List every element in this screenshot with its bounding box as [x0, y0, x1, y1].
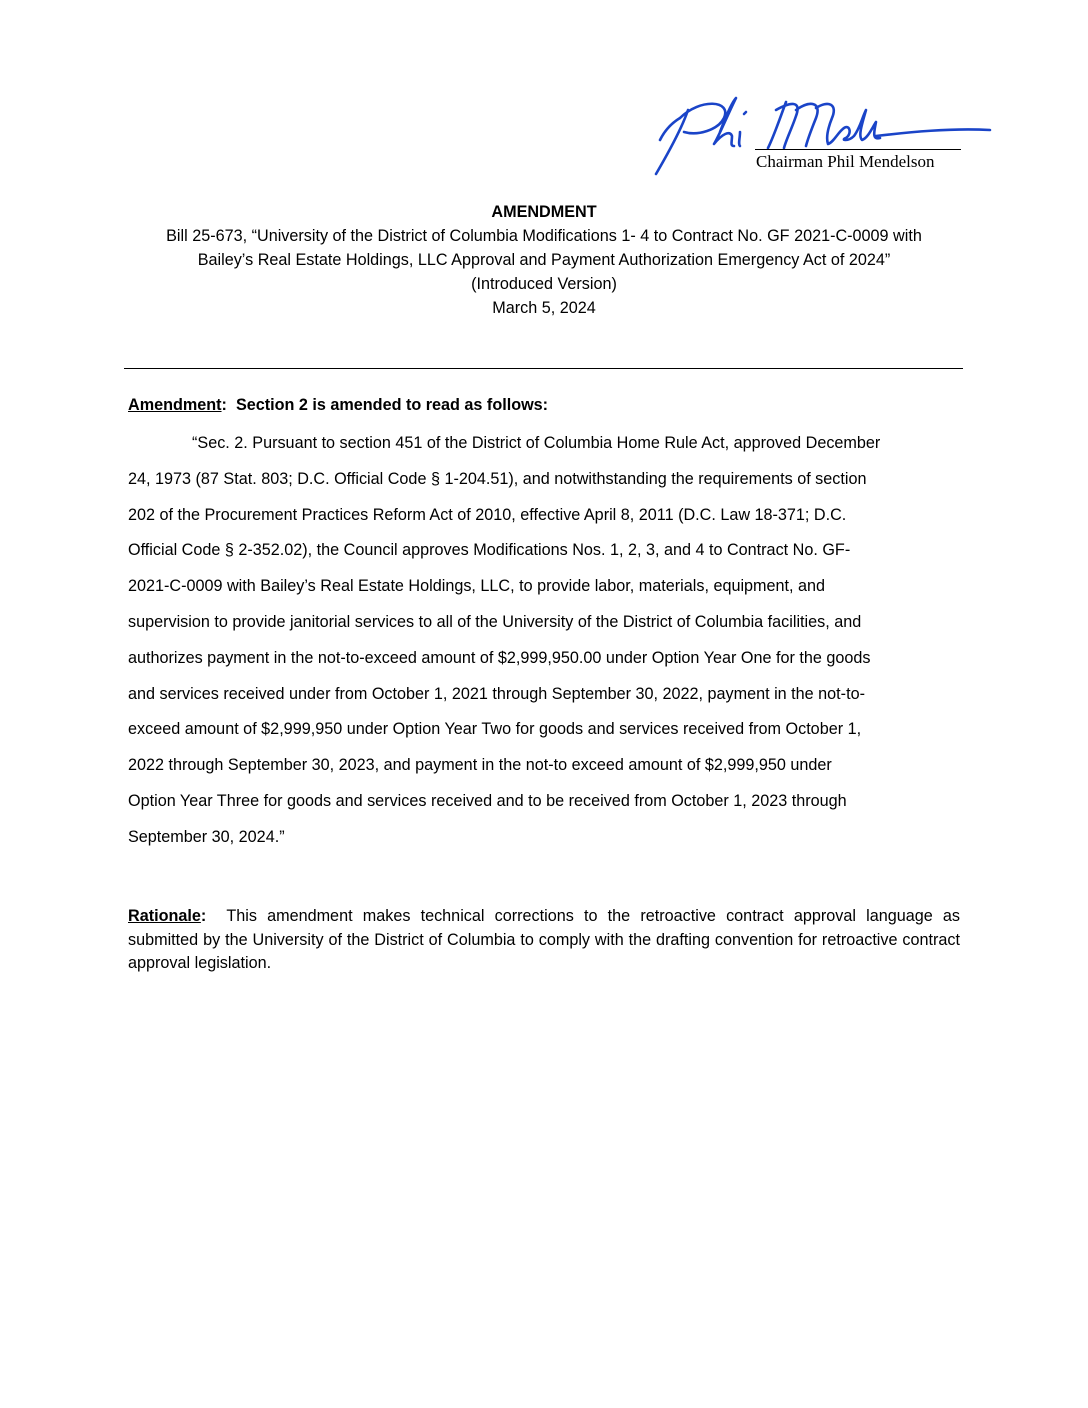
amendment-line: supervision to provide janitorial services to all of the University of the District of Columbia facilities, and — [128, 612, 862, 631]
amendment-line: 2021-C-0009 with Bailey’s Real Estate Holdings, LLC, to provide labor, materials, equipment, and — [128, 577, 826, 596]
amendment-line: 202 of the Procurement Practices Reform Act of 2010, effective April 8, 2011 (D.C. Law 18-371; D.C. — [128, 505, 847, 524]
signatory-caption: Chairman Phil Mendelson — [756, 152, 935, 171]
rationale-text: This amendment makes technical corrections to the retroactive contract approval language as submitted by the University of the District of Columbia to comply with the drafting convention for retroactive contract approval legislation. — [128, 907, 960, 972]
version-label: (Introduced Version) — [471, 275, 617, 293]
signature-line — [755, 149, 961, 150]
amendment-line: Option Year Three for goods and services received and to be received from October 1, 2023 through — [128, 791, 847, 810]
amendment-instruction: Section 2 is amended to read as follows: — [235, 396, 549, 414]
document-title: AMENDMENT — [491, 203, 597, 221]
bill-title-line-2: Bailey’s Real Estate Holdings, LLC Approval and Payment Authorization Emergency Act of 2024” — [197, 251, 891, 269]
amendment-line: Official Code § 2-352.02), the Council approves Modifications Nos. 1, 2, 3, and 4 to Contract No. GF- — [128, 541, 851, 560]
amendment-line: “Sec. 2. Pursuant to section 451 of the District of Columbia Home Rule Act, approved December — [192, 434, 881, 452]
amendment-body — [128, 426, 962, 856]
amendment-line: 2022 through September 30, 2023, and payment in the not-to exceed amount of $2,999,950 under — [128, 756, 832, 775]
signature-block — [640, 88, 1000, 188]
horizontal-divider — [124, 368, 963, 369]
amendment-line: 24, 1973 (87 Stat. 803; D.C. Official Code § 1-204.51), and notwithstanding the requirements of section — [128, 469, 867, 488]
rationale-paragraph: Rationale: This amendment makes technical corrections to the retroactive contract approval language as submitted by the University of the District of Columbia to comply with the drafting convention for retroactive contract approval legislation. — [128, 907, 960, 972]
document-date: March 5, 2024 — [492, 299, 596, 317]
amendment-line: exceed amount of $2,999,950 under Option Year Two for goods and services received from October 1, — [128, 720, 862, 739]
amendment-line: and services received under from October 1, 2021 through September 30, 2022, payment in the not-to- — [128, 684, 865, 703]
amendment-line: September 30, 2024.” — [128, 827, 285, 846]
handwritten-signature — [640, 88, 1000, 188]
amendment-line: authorizes payment in the not-to-exceed amount of $2,999,950.00 under Option Year One for the goods — [128, 648, 871, 667]
document-header — [100, 200, 988, 320]
bill-title-line-1: Bill 25-673, “University of the District of Columbia Modifications 1- 4 to Contract No. GF 2021-C-0009 with — [166, 227, 922, 245]
amendment-label: Amendment — [128, 396, 222, 414]
amendment-heading: Amendment: Section 2 is amended to read as follows: — [128, 396, 549, 414]
rationale-label: Rationale — [128, 907, 201, 925]
